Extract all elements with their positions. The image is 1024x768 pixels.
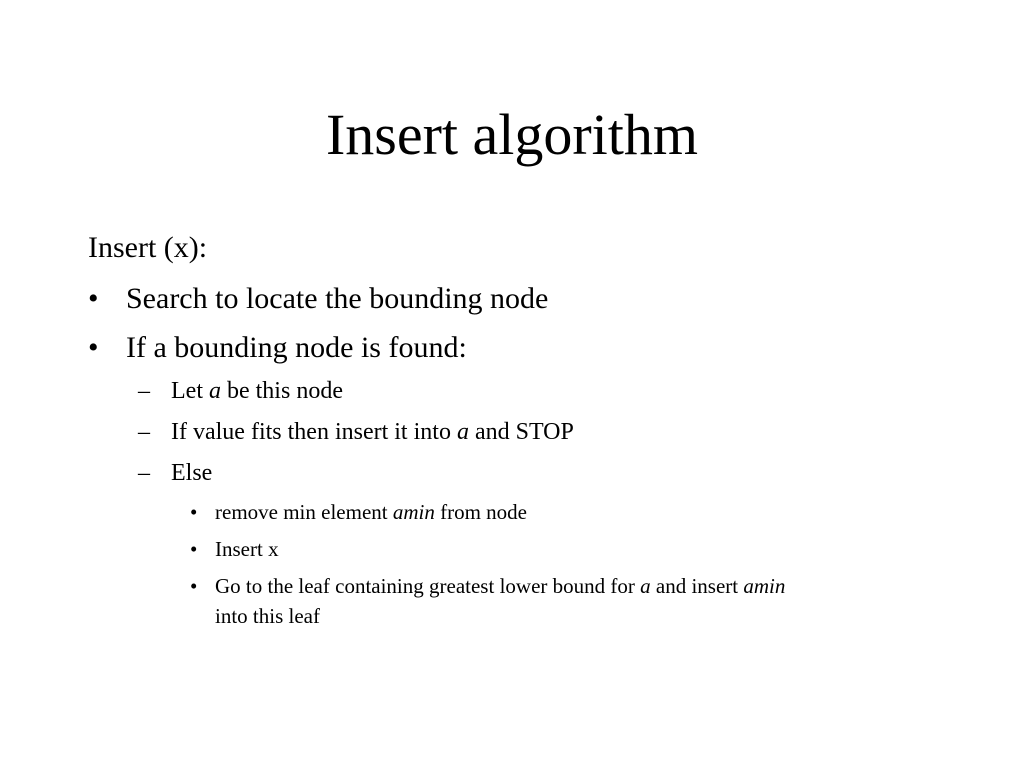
text-run: remove min element [215, 500, 393, 524]
intro-line: Insert (x): [88, 231, 208, 264]
text-run: If value fits then insert it into [171, 419, 457, 445]
dash-marker: – [138, 419, 150, 445]
bullet-marker: • [88, 331, 99, 364]
bullet-marker: • [190, 574, 198, 598]
sub-sub-item-text: Insert x [215, 537, 279, 561]
italic-run: amin [392, 500, 435, 524]
text-run: and insert [650, 574, 744, 598]
sub-sub-item-text: into this leaf [215, 604, 320, 628]
sub-sub-item-text [215, 571, 785, 601]
dash-marker: – [138, 460, 150, 486]
text-run: from node [434, 500, 528, 524]
dash-marker: – [138, 378, 150, 404]
sub-sub-item-text [215, 497, 527, 527]
slide-title: Insert algorithm [325, 102, 699, 167]
text-run: be this node [220, 378, 343, 404]
sub-item-text [171, 417, 574, 447]
sub-item-text: Else [171, 460, 213, 486]
text-run: Let [171, 378, 209, 404]
sub-item-text [171, 376, 343, 406]
italic-run: a [640, 574, 651, 598]
bullet-text: Search to locate the bounding node [126, 282, 549, 315]
bullet-marker: • [88, 282, 99, 315]
bullet-marker: • [190, 537, 198, 561]
italic-run: a [456, 419, 469, 445]
bullet-marker: • [190, 500, 198, 524]
text-run: and STOP [468, 419, 574, 445]
text-run: Go to the leaf containing greatest lower bound for [215, 574, 641, 598]
italic-run: a [208, 378, 221, 404]
italic-run: amin [743, 574, 786, 598]
bullet-text: If a bounding node is found: [126, 331, 467, 364]
